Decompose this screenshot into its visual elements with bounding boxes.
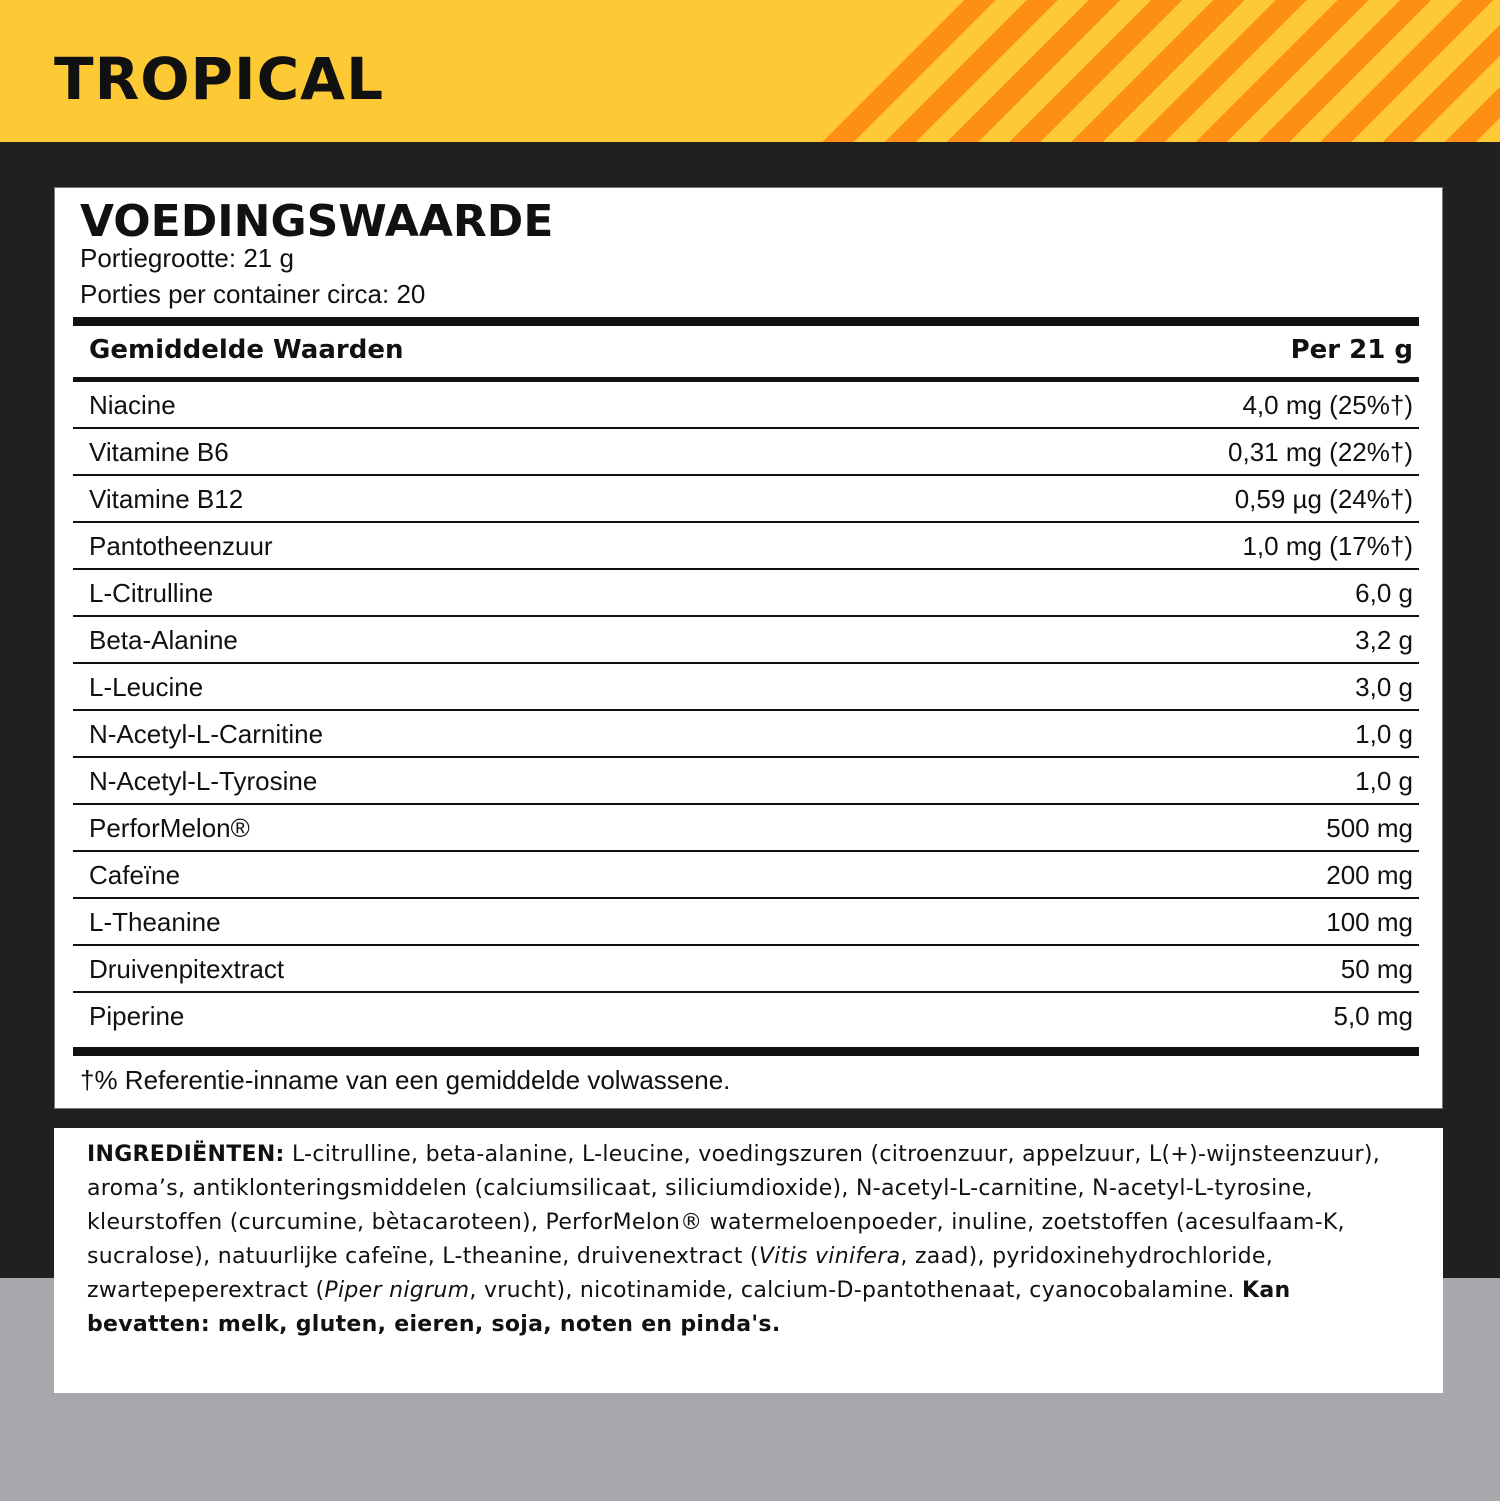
nutrient-name: Beta-Alanine bbox=[89, 625, 238, 655]
table-row bbox=[73, 570, 1419, 617]
header-name: Gemiddelde Waarden bbox=[89, 335, 404, 365]
table-row bbox=[73, 946, 1419, 993]
table-header bbox=[73, 328, 1419, 374]
flavor-title: TROPICAL bbox=[54, 45, 385, 113]
nutrient-name: L-Leucine bbox=[89, 672, 204, 702]
nutrient-name: Pantotheenzuur bbox=[89, 531, 273, 561]
nutrition-table bbox=[73, 382, 1419, 1038]
table-row bbox=[73, 523, 1419, 570]
ingredients-part-3: , vrucht), nicotinamide, calcium-D-pantothenaat, cyanocobalamine. bbox=[469, 1278, 1243, 1303]
table-row bbox=[73, 429, 1419, 476]
nutrient-name: N-Acetyl-L-Carnitine bbox=[89, 719, 324, 749]
nutrient-name: L-Theanine bbox=[89, 907, 221, 937]
ingredients-label: INGREDIËNTEN: bbox=[87, 1142, 285, 1167]
nutrient-amount: 6,0 g bbox=[1355, 578, 1413, 608]
nutrient-name: Vitamine B6 bbox=[89, 437, 229, 467]
header-amount: Per 21 g bbox=[1290, 335, 1413, 365]
table-row bbox=[73, 758, 1419, 805]
nutrition-title: VOEDINGSWAARDE bbox=[80, 196, 554, 247]
serving-size: Portiegrootte: 21 g bbox=[80, 243, 294, 273]
allergen-statement: Kan bevatten: melk, gluten, eieren, soja, noten en pinda's. bbox=[87, 1278, 1291, 1337]
ingredients-text bbox=[87, 1138, 1411, 1342]
reference-intake-footnote: †% Referentie-inname van een gemiddelde volwassene. bbox=[80, 1065, 731, 1095]
latin-name-pepper: Piper nigrum bbox=[324, 1278, 470, 1303]
nutrient-amount: 0,59 µg (24%†) bbox=[1234, 484, 1413, 514]
nutrient-amount: 3,0 g bbox=[1355, 672, 1413, 702]
thick-divider-bottom bbox=[73, 1047, 1419, 1056]
nutrient-name: Piperine bbox=[89, 1001, 185, 1031]
servings-per-container: Porties per container circa: 20 bbox=[80, 279, 426, 309]
nutrient-name: Vitamine B12 bbox=[89, 484, 244, 514]
table-row bbox=[73, 993, 1419, 1038]
nutrient-name: Cafeïne bbox=[89, 860, 181, 890]
ingredients-panel bbox=[54, 1128, 1443, 1393]
table-row bbox=[73, 382, 1419, 429]
nutrition-facts-panel bbox=[54, 187, 1443, 1109]
table-row bbox=[73, 664, 1419, 711]
ingredients-part-1: L-citrulline, beta-alanine, L-leucine, voedingszuren (citroenzuur, appelzuur, L(+)-wijnsteenzuur), aroma’s, antiklonteringsmiddelen (calciumsilicaat, siliciumdioxide), N-acetyl-L-carnitine, N-acetyl-L-tyrosine, kleurstoffen (curcumine, bètacaroteen), PerforMelon® watermeloenpoeder, inuline, zoetstoffen (acesulfaam-K, sucralose), natuurlijke cafeïne, L-theanine, druivenextract ( bbox=[87, 1142, 1381, 1269]
table-row bbox=[73, 711, 1419, 758]
nutrient-name: Niacine bbox=[89, 390, 176, 420]
nutrient-name: PerforMelon® bbox=[89, 813, 250, 843]
nutrient-amount: 200 mg bbox=[1326, 860, 1413, 890]
nutrient-name: N-Acetyl-L-Tyrosine bbox=[89, 766, 318, 796]
nutrient-amount: 100 mg bbox=[1326, 907, 1413, 937]
latin-name-grape: Vitis vinifera bbox=[758, 1244, 901, 1269]
nutrient-amount: 50 mg bbox=[1340, 954, 1413, 984]
ingredients-part-2: , zaad), pyridoxinehydrochloride, zwartepeperextract ( bbox=[87, 1244, 1274, 1303]
thick-divider-top bbox=[73, 317, 1419, 326]
nutrient-amount: 3,2 g bbox=[1355, 625, 1413, 655]
nutrient-amount: 1,0 mg (17%†) bbox=[1242, 531, 1413, 561]
nutrient-amount: 5,0 mg bbox=[1333, 1001, 1413, 1031]
nutrient-amount: 500 mg bbox=[1326, 813, 1413, 843]
nutrient-name: L-Citrulline bbox=[89, 578, 214, 608]
nutrient-amount: 0,31 mg (22%†) bbox=[1228, 437, 1413, 467]
nutrient-amount: 4,0 mg (25%†) bbox=[1242, 390, 1413, 420]
table-row bbox=[73, 852, 1419, 899]
flavor-banner bbox=[0, 0, 1500, 142]
nutrient-name: Druivenpitextract bbox=[89, 954, 285, 984]
table-row bbox=[73, 899, 1419, 946]
table-row bbox=[73, 476, 1419, 523]
nutrient-amount: 1,0 g bbox=[1355, 766, 1413, 796]
table-row bbox=[73, 805, 1419, 852]
table-row bbox=[73, 617, 1419, 664]
nutrient-amount: 1,0 g bbox=[1355, 719, 1413, 749]
